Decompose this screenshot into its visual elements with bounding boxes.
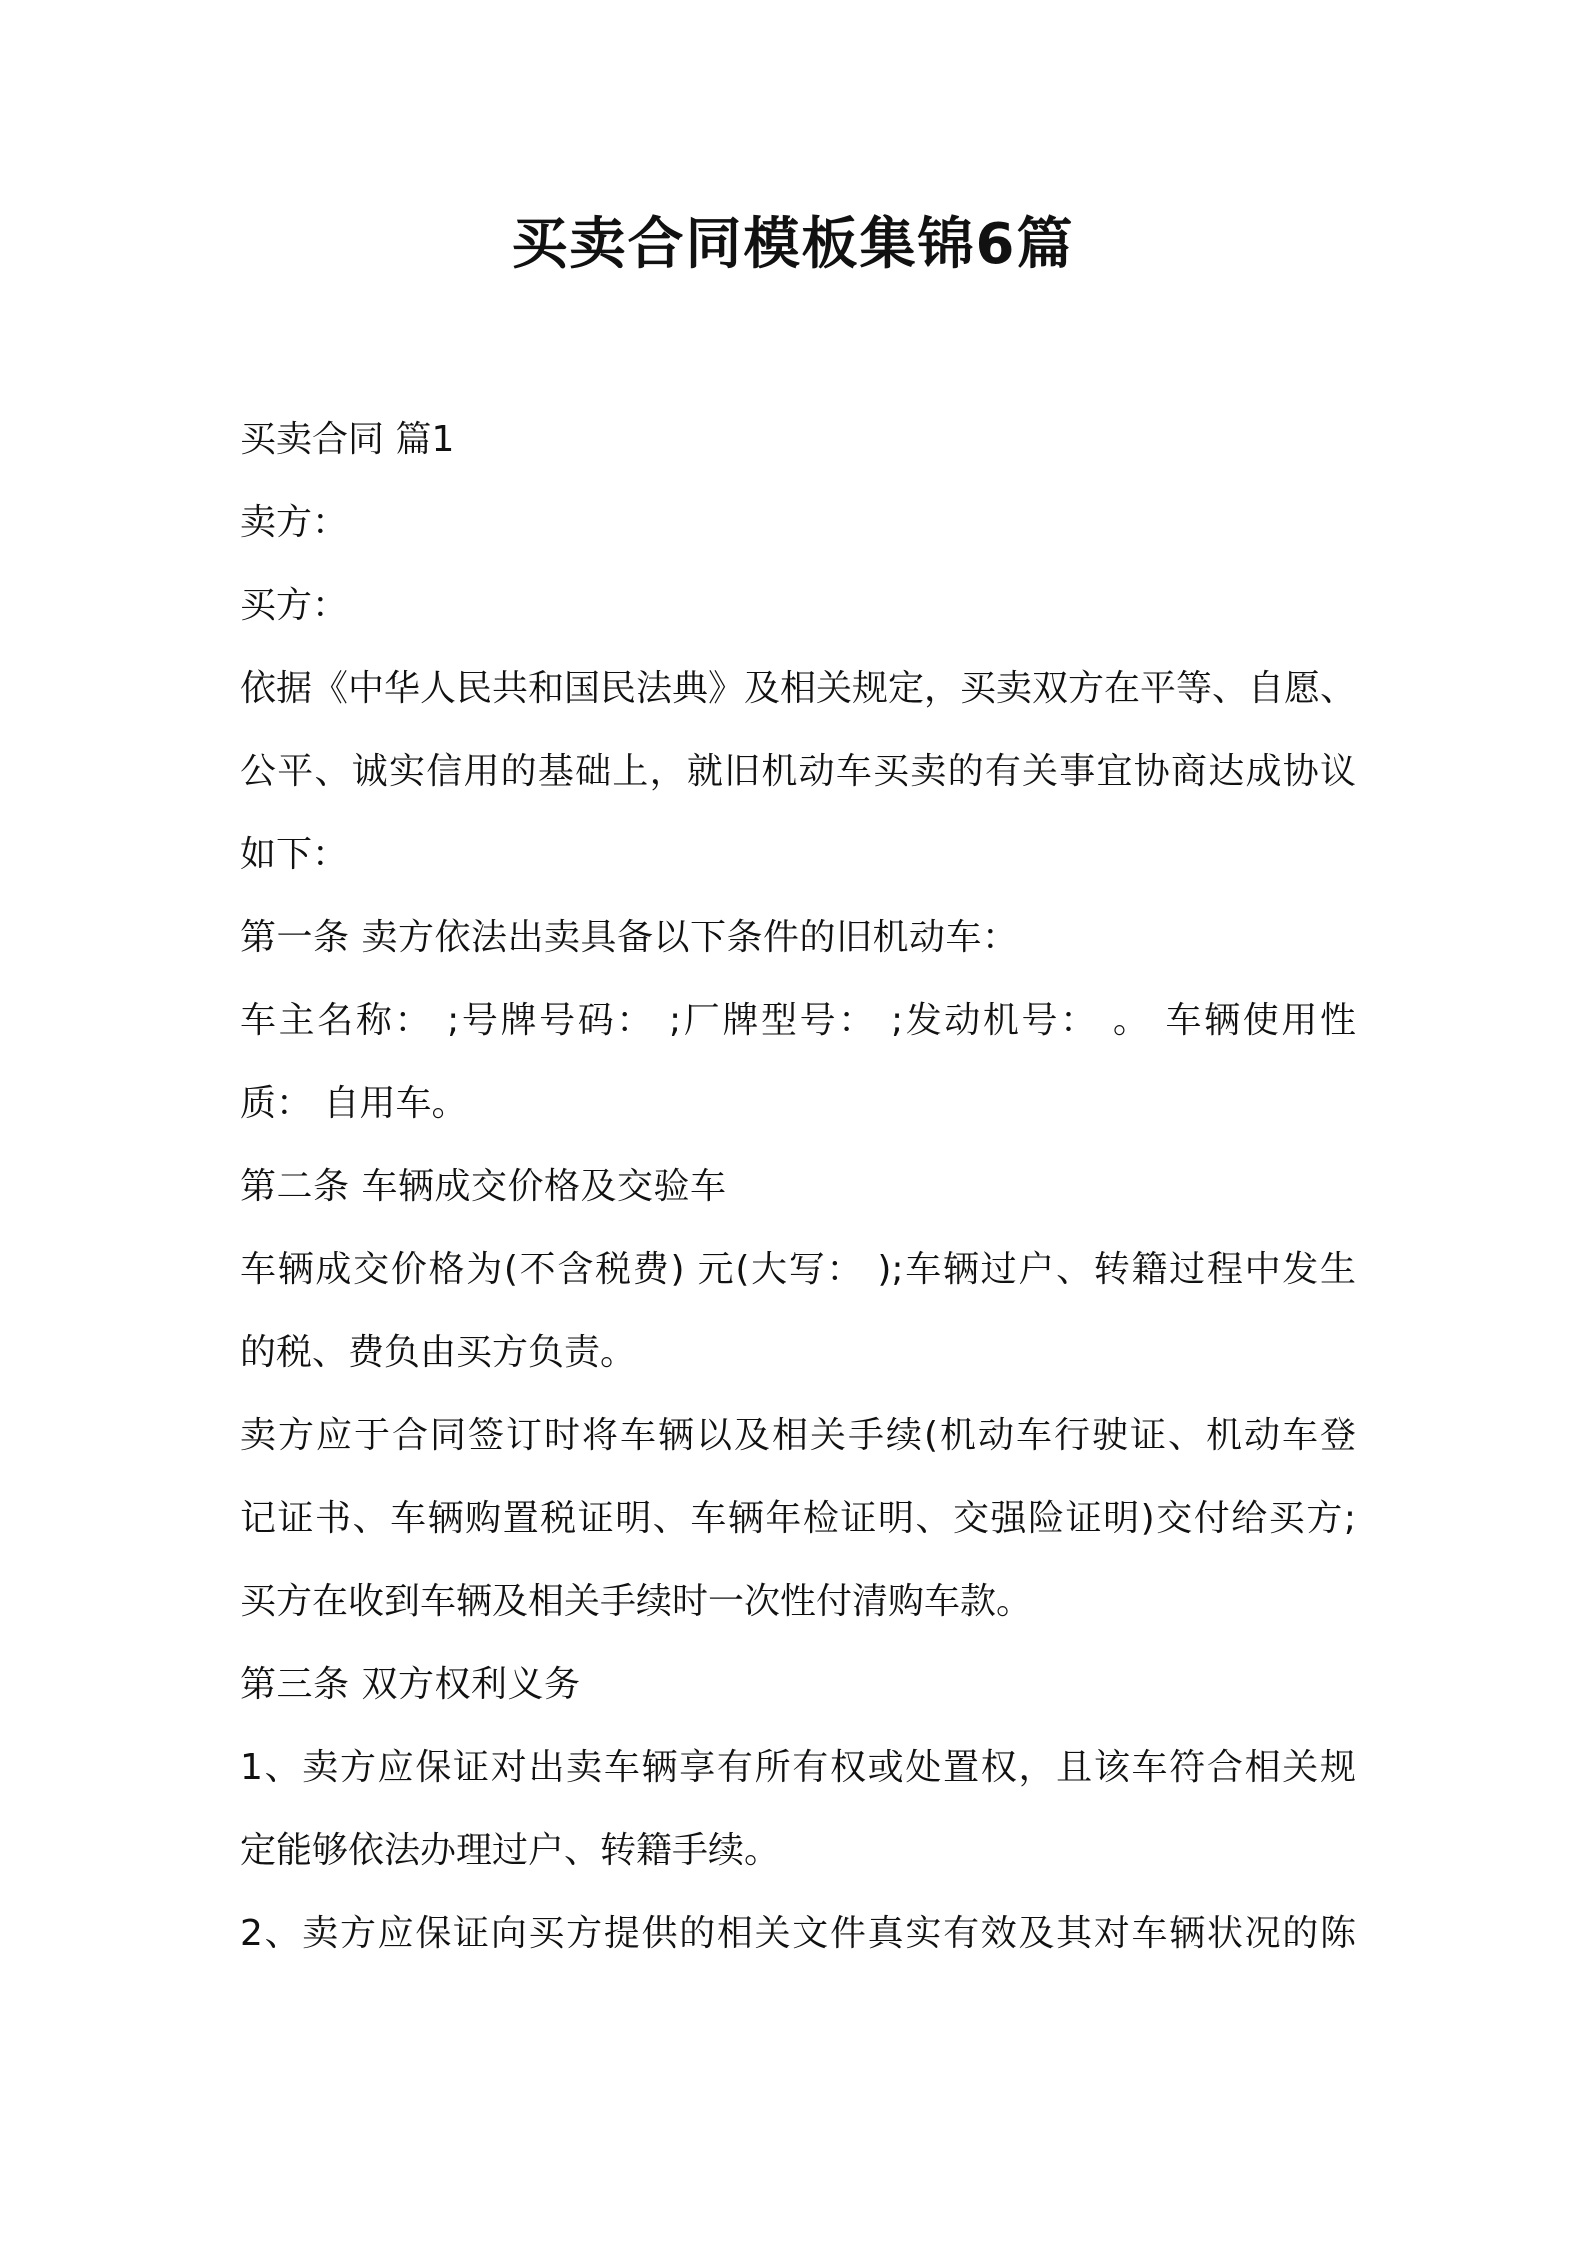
paragraph-line: 买方在收到车辆及相关手续时一次性付清购车款。 — [240, 1581, 1033, 1622]
paragraph-line: 卖方应于合同签订时将车辆以及相关手续(机动车行驶证、机动车登 — [240, 1415, 1356, 1456]
paragraph-line: 记证书、车辆购置税证明、车辆年检证明、交强险证明)交付给买方; — [240, 1498, 1356, 1539]
document-title: 买卖合同模板集锦6篇 — [511, 212, 1075, 277]
section-heading: 买卖合同 篇1 — [240, 419, 455, 460]
paragraph-line: 定能够依法办理过户、转籍手续。 — [240, 1830, 781, 1871]
seller-line: 卖方： — [240, 502, 349, 543]
paragraph-line: 依据《中华人民共和国民法典》及相关规定，买卖双方在平等、自愿、 — [240, 668, 1356, 709]
article-heading: 第二条 车辆成交价格及交验车 — [240, 1166, 727, 1207]
paragraph-line: 车辆成交价格为(不含税费) 元(大写： );车辆过户、转籍过程中发生 — [240, 1249, 1356, 1290]
buyer-line: 买方： — [240, 585, 349, 626]
document-body — [240, 398, 1356, 1975]
paragraph-line: 的税、费负由买方负责。 — [240, 1332, 637, 1373]
paragraph-line: 质： 自用车。 — [240, 1083, 468, 1124]
article-heading: 第三条 双方权利义务 — [240, 1664, 581, 1705]
paragraph-line: 如下： — [240, 834, 349, 875]
article-heading: 第一条 卖方依法出卖具备以下条件的旧机动车： — [240, 917, 1019, 958]
paragraph-line: 车主名称： ;号牌号码： ;厂牌型号： ;发动机号： 。 车辆使用性 — [240, 1000, 1356, 1041]
paragraph-line: 公平、诚实信用的基础上，就旧机动车买卖的有关事宜协商达成协议 — [240, 751, 1356, 792]
paragraph-line: 2、卖方应保证向买方提供的相关文件真实有效及其对车辆状况的陈 — [240, 1913, 1356, 1954]
paragraph-line: 1、卖方应保证对出卖车辆享有所有权或处置权，且该车符合相关规 — [240, 1747, 1356, 1788]
